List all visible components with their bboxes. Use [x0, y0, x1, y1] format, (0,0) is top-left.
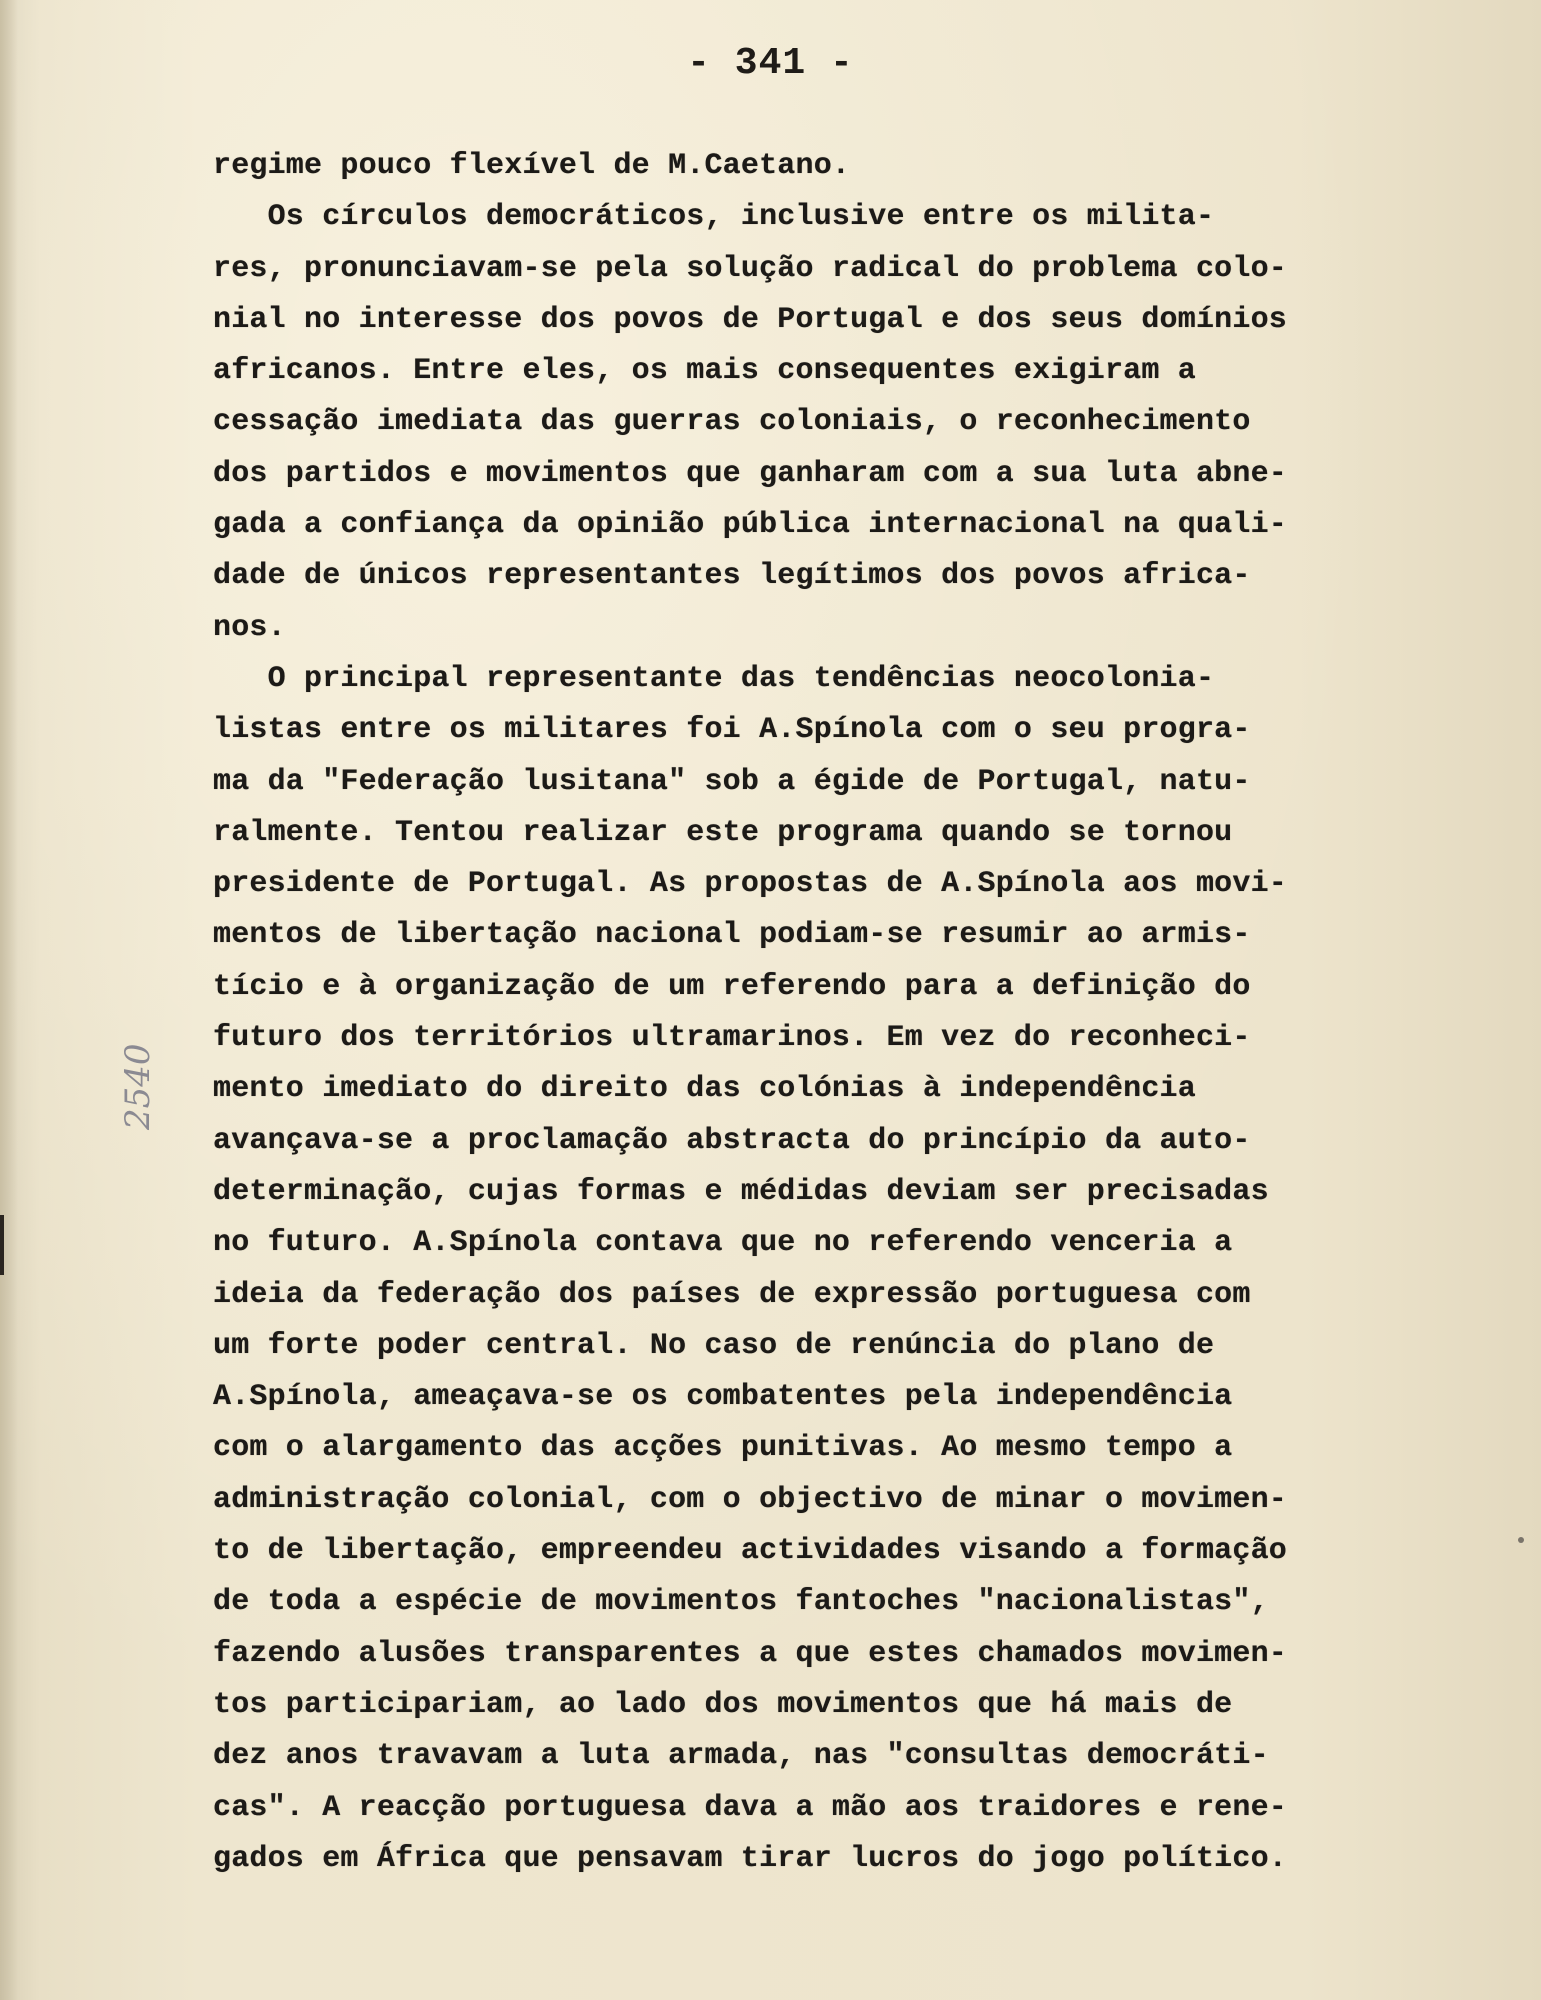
- text-line: com o alargamento das acções punitivas. Ao mesmo tempo a: [213, 1431, 1233, 1466]
- text-line: administração colonial, com o objectivo de minar o movimen-: [213, 1482, 1287, 1517]
- paper-speck: [1518, 1537, 1524, 1543]
- text-line: mentos de libertação nacional podiam-se resumir ao armis-: [213, 918, 1251, 953]
- text-line: res, pronunciavam-se pela solução radical do problema colo-: [213, 251, 1287, 286]
- text-line: dez anos travavam a luta armada, nas "consultas democráti-: [213, 1739, 1269, 1774]
- text-line: nial no interesse dos povos de Portugal e dos seus domínios: [213, 302, 1287, 337]
- text-line: futuro dos territórios ultramarinos. Em vez do reconheci-: [213, 1021, 1251, 1056]
- text-line: presidente de Portugal. As propostas de A.Spínola aos movi-: [213, 867, 1287, 902]
- text-line: africanos. Entre eles, os mais consequentes exigiram a: [213, 354, 1196, 389]
- text-line: dos partidos e movimentos que ganharam com a sua luta abne-: [213, 456, 1287, 491]
- text-line: tos participariam, ao lado dos movimentos que há mais de: [213, 1687, 1233, 1722]
- text-line: ideia da federação dos países de expressão portuguesa com: [213, 1277, 1251, 1312]
- text-line: cessação imediata das guerras coloniais, o reconhecimento: [213, 405, 1251, 440]
- text-line: cas". A reacção portuguesa dava a mão aos traidores e rene-: [213, 1790, 1287, 1825]
- text-line: tício e à organização de um referendo para a definição do: [213, 969, 1251, 1004]
- text-line: ma da "Federação lusitana" sob a égide de Portugal, natu-: [213, 764, 1251, 799]
- text-line: nos.: [213, 610, 286, 645]
- text-line: ralmente. Tentou realizar este programa quando se tornou: [213, 815, 1233, 850]
- text-line: de toda a espécie de movimentos fantoches "nacionalistas",: [213, 1585, 1269, 1620]
- text-line: O principal representante das tendências neocolonia-: [213, 661, 1215, 696]
- text-line: gados em África que pensavam tirar lucros do jogo político.: [213, 1841, 1287, 1876]
- body-text: [213, 141, 1463, 1885]
- text-line: avançava-se a proclamação abstracta do princípio da auto-: [213, 1123, 1251, 1158]
- text-line: mento imediato do direito das colónias à independência: [213, 1072, 1196, 1107]
- handwritten-margin-note: 2540: [118, 1043, 158, 1130]
- text-line: dade de únicos representantes legítimos dos povos africa-: [213, 559, 1251, 594]
- text-line: gada a confiança da opinião pública internacional na quali-: [213, 508, 1287, 543]
- text-line: A.Spínola, ameaçava-se os combatentes pela independência: [213, 1380, 1233, 1415]
- text-line: listas entre os militares foi A.Spínola com o seu progra-: [213, 713, 1251, 748]
- text-line: determinação, cujas formas e médidas deviam ser precisadas: [213, 1174, 1269, 1209]
- margin-binding-mark: [0, 1215, 4, 1275]
- text-line: to de libertação, empreendeu actividades visando a formação: [213, 1534, 1287, 1569]
- text-line: um forte poder central. No caso de renúncia do plano de: [213, 1328, 1215, 1363]
- text-line: regime pouco flexível de M.Caetano.: [213, 149, 851, 183]
- text-line: fazendo alusões transparentes a que estes chamados movimen-: [213, 1636, 1287, 1671]
- text-line: Os círculos democráticos, inclusive entre os milita-: [213, 200, 1215, 235]
- page-left-edge-shadow: [0, 0, 18, 2000]
- text-line: no futuro. A.Spínola contava que no referendo venceria a: [213, 1226, 1233, 1261]
- page-number: - 341 -: [687, 42, 854, 85]
